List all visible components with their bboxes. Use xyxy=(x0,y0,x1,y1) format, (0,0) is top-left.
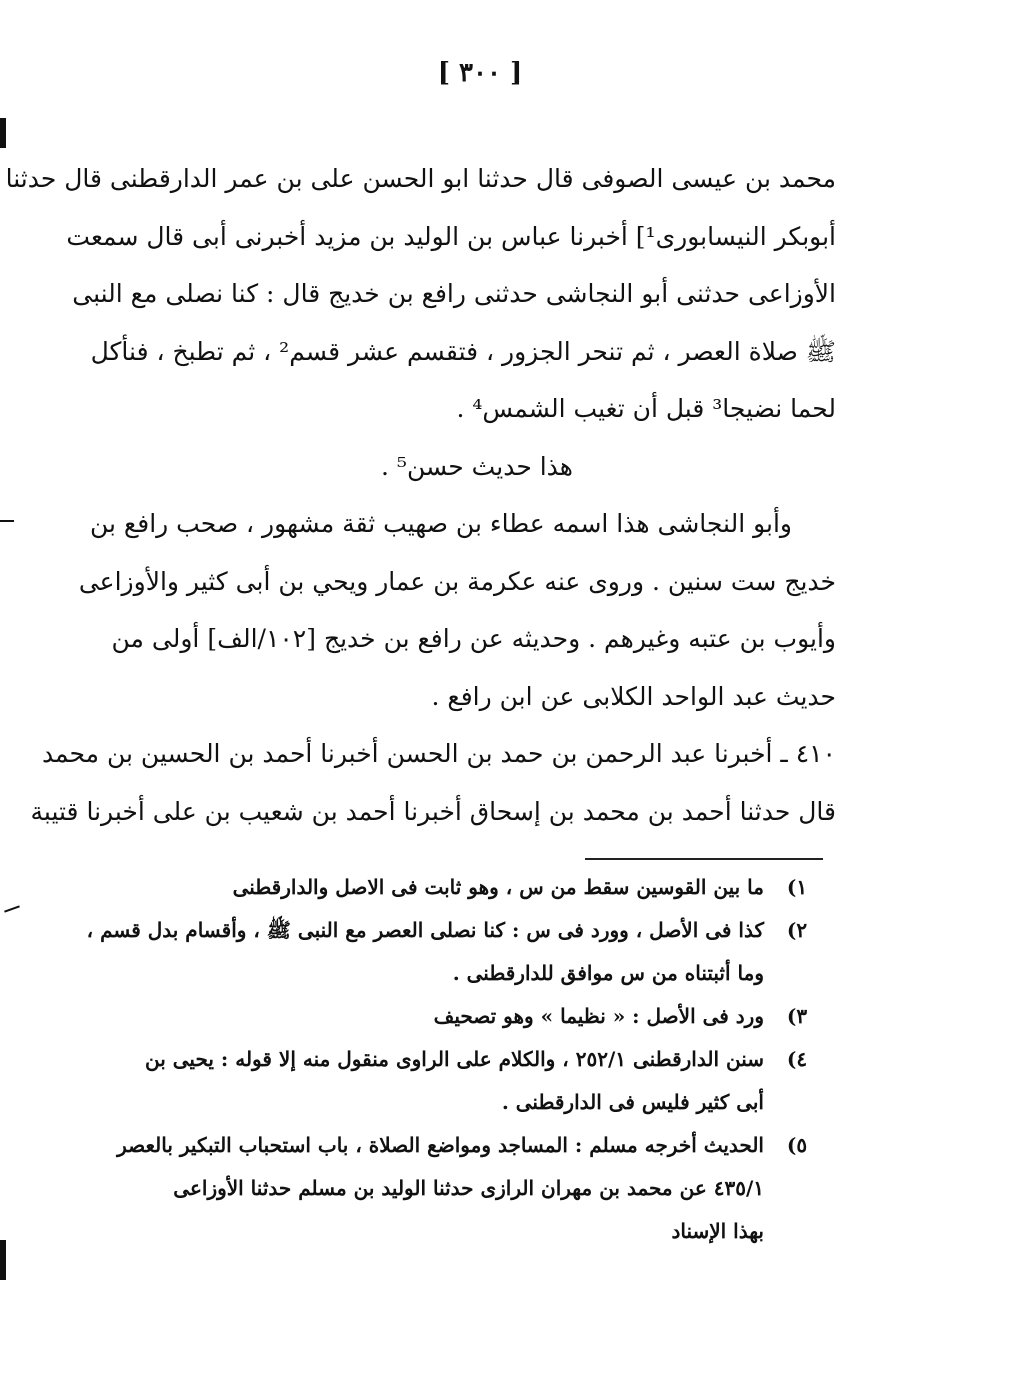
footnote-line: ورد فى الأصل : « نظيما » وهو تصحيف xyxy=(433,1004,764,1028)
page-number: [ ٣٠٠ ] xyxy=(437,58,523,88)
footnote-line: ما بين القوسين سقط من س ، وهو ثابت فى الاصل والدارقطنى xyxy=(232,875,764,899)
text-line: الأوزاعى حدثنى أبو النجاشى حدثنى رافع بن خديج قال : كنا نصلى مع النبى xyxy=(72,279,836,308)
main-text xyxy=(5,150,836,840)
footnote-line: كذا فى الأصل ، وورد فى س : كنا نصلى العصر مع النبى ﷺ ، وأقسام بدل قسم ، xyxy=(86,918,764,942)
footnote xyxy=(110,1038,830,1124)
text-line: ٤١٠ ـ أخبرنا عبد الرحمن بن حمد بن الحسن أخبرنا أحمد بن الحسين بن محمد xyxy=(41,739,836,768)
footnote-line: وما أثبتناه من س موافق للدارقطنى . xyxy=(452,961,764,985)
text-line: خديج ست سنين . وروى عنه عكرمة بن عمار ويحي بن أبى كثير والأوزاعى xyxy=(78,566,836,596)
footnote-number: ٥) xyxy=(786,1133,808,1157)
footnote-line: سنن الدارقطنى ٢٥٢/١ ، والكلام على الراوى منقول منه إلا قوله : يحيى بن xyxy=(145,1047,764,1071)
footnote xyxy=(110,1124,830,1253)
footnote xyxy=(110,995,830,1038)
footnote-number: ٤) xyxy=(786,1047,808,1071)
scan-edge-mark xyxy=(4,905,20,912)
footnote-number: ١) xyxy=(786,875,808,899)
text-line: لحما نضيجا³ قبل أن تغيب الشمس⁴ . xyxy=(456,394,836,423)
footnotes xyxy=(86,866,830,1253)
footnote-separator xyxy=(585,858,823,860)
text-line: وأبو النجاشى هذا اسمه عطاء بن صهيب ثقة مشهور ، صحب رافع بن xyxy=(90,509,792,538)
footnote-body xyxy=(110,995,764,1038)
footnote-line: الحديث أخرجه مسلم : المساجد ومواضع الصلاة ، باب استحباب التبكير بالعصر xyxy=(117,1133,764,1157)
footnote xyxy=(86,909,830,995)
footnote-number: ٢) xyxy=(786,918,808,942)
scan-edge-mark xyxy=(0,1240,6,1280)
text-line: هذا حديث حسن⁵ . xyxy=(381,451,573,481)
footnote-body xyxy=(87,909,764,995)
scan-edge-mark xyxy=(0,118,6,148)
footnote-body xyxy=(110,1124,764,1253)
footnote-body xyxy=(110,866,764,909)
footnote-number: ٣) xyxy=(786,1004,808,1028)
scan-edge-mark xyxy=(0,520,14,522)
text-line: وأيوب بن عتبه وغيرهم . وحديثه عن رافع بن خديج [١٠٢/الف] أولى من xyxy=(111,624,836,653)
text-line: أبوبكر النيسابورى¹] أخبرنا عباس بن الوليد بن مزيد أخبرنى أبى قال سمعت xyxy=(66,221,836,251)
text-line: قال حدثنا أحمد بن محمد بن إسحاق أخبرنا أحمد بن شعيب بن على أخبرنا قتيبة xyxy=(30,796,836,826)
text-line: محمد بن عيسى الصوفى قال حدثنا ابو الحسن على بن عمر الدارقطنى قال حدثنا xyxy=(5,164,836,193)
footnote-body xyxy=(110,1038,764,1124)
footnote-line: ٤٣٥/١ عن محمد بن مهران الرازى حدثنا الوليد بن مسلم حدثنا الأوزاعى xyxy=(173,1176,764,1200)
footnote-line: بهذا الإسناد xyxy=(671,1219,764,1243)
text-line: حديث عبد الواحد الكلابى عن ابن رافع . xyxy=(431,681,836,711)
footnote-line: أبى كثير فليس فى الدارقطنى . xyxy=(501,1090,764,1114)
text-line: ﷺ صلاة العصر ، ثم تنحر الجزور ، فتقسم عشر قسم² ، ثم تطبخ ، فنأكل xyxy=(90,336,836,366)
footnote xyxy=(110,866,830,909)
